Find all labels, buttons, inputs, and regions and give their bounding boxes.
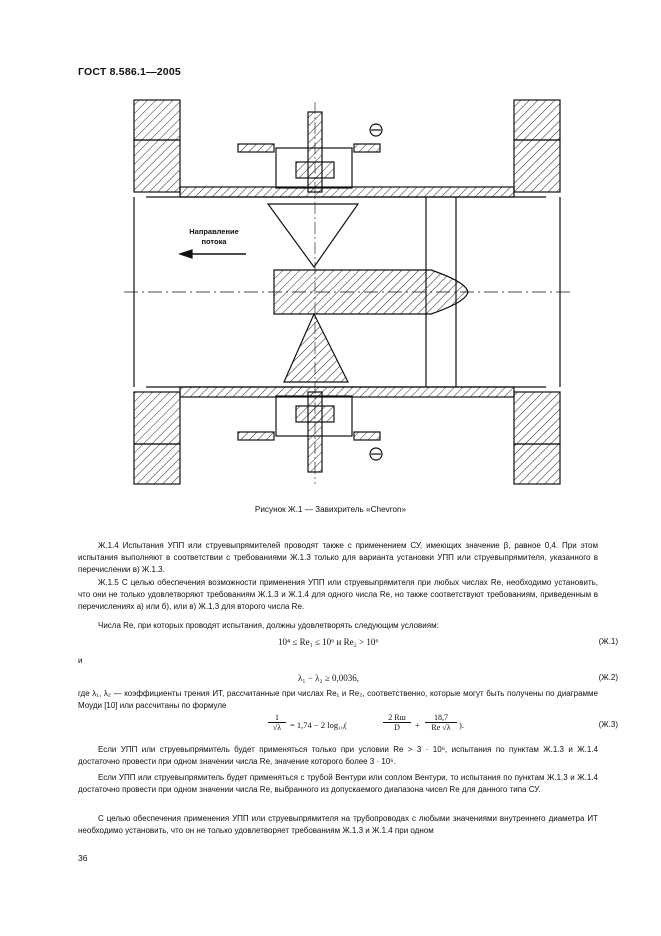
paragraph-friction-coefficients: где λ₁, λ₂ — коэффициенты трения ИТ, рассчитанные при числах Re₁ и Re₂, соответственно, которые могут быть получены по диаграмме Моуди [10] или рассчитаны по формуле bbox=[78, 689, 598, 711]
left-flange-bottom-outer bbox=[134, 444, 180, 484]
paragraph-zh-1-5: Ж.1.5 С целью обеспечения возможности применения УПП или струевыпрямителя при любых числах Re, необходимо установить, что они не только удовлетворяют требованиям Ж.1.3 и Ж.1.4 для одного числа Re, но также соответствуют требованиям, приведенным в перечислениях а) или б), или в) Ж.1.3 для второго числа Re. bbox=[78, 578, 598, 612]
equation-zh-3-frac2-numerator: 18,7 bbox=[425, 713, 457, 723]
paragraph-re-conditions: Числа Re, при которых проводят испытания, должны удовлетворять следующим условиям: bbox=[98, 621, 439, 630]
equation-zh-3-frac2-denominator: Re √λ bbox=[431, 723, 451, 732]
chevron-swirler-drawing bbox=[96, 92, 596, 492]
document-header: ГОСТ 8.586.1—2005 bbox=[78, 66, 181, 78]
paragraph-venturi: Если УПП или струевыпрямитель будет применяться с трубой Вентури или соплом Вентури, то испытания по пунктам Ж.1.3 и Ж.1.4 достаточно провести при одном значении числа Re, выбранного из допускаемого диапазона чисел Re для данного типа СУ. bbox=[78, 773, 598, 795]
equation-zh-3-lhs-numerator: 1 bbox=[268, 713, 286, 723]
flow-direction-label-1: Направление bbox=[189, 227, 239, 236]
upper-vane bbox=[268, 204, 358, 267]
equation-zh-1-body: 10⁴ ≤ Re₁ ≤ 10⁶ и Re₂ > 10⁶ bbox=[278, 637, 379, 647]
equation-zh-3-frac1-numerator: 2 Rш bbox=[383, 713, 411, 723]
lower-vane bbox=[284, 314, 348, 382]
left-flange-top bbox=[134, 100, 180, 140]
equation-zh-3-middle: = 1,74 − 2 log₁₀( bbox=[290, 720, 347, 730]
equation-zh-3-frac1-denominator: D bbox=[394, 723, 400, 732]
flow-arrow-head-icon bbox=[180, 250, 192, 258]
equation-zh-3-lhs-denominator: √λ bbox=[272, 723, 282, 732]
equation-zh-3 bbox=[78, 713, 618, 741]
right-flange-top-inner bbox=[514, 140, 560, 192]
figure-caption: Рисунок Ж.1 — Завихритель «Chevron» bbox=[254, 505, 407, 514]
right-flange-bottom-outer bbox=[514, 444, 560, 484]
equation-zh-3-number: (Ж.3) bbox=[598, 720, 618, 729]
flow-direction-label-2: потока bbox=[201, 237, 227, 246]
paragraph-zh-1-4: Ж.1.4 Испытания УПП или струевыпрямителей проводят также с применением СУ, имеющих значение β, равное 0,4. При этом испытания выполняют в соответствии с требованиями Ж.1.3 только для варианта установки УПП или струевыпрямителя, указанного в перечислении в) Ж.1.3. bbox=[78, 541, 598, 575]
equation-zh-1-number: (Ж.1) bbox=[598, 637, 618, 646]
page-number: 36 bbox=[78, 853, 88, 863]
right-flange-top bbox=[514, 100, 560, 140]
central-hub bbox=[274, 270, 468, 314]
left-flange-top-inner bbox=[134, 140, 180, 192]
paragraph-re-above-3e6: Если УПП или струевыпрямитель будет применяться только при условии Re > 3 · 10⁶, испытания по пунктам Ж.1.3 и Ж.1.4 достаточно провести при одном значении числа Re, значение которого более 3 · 10⁶. bbox=[78, 745, 599, 767]
left-flange-bottom bbox=[134, 392, 180, 444]
equation-zh-3-plus: + bbox=[415, 720, 420, 730]
conjunction-and: и bbox=[78, 656, 83, 665]
equation-zh-2-body: λ₁ − λ₂ ≥ 0,0036, bbox=[298, 673, 360, 683]
right-flange-bottom bbox=[514, 392, 560, 444]
equation-zh-2-number: (Ж.2) bbox=[598, 673, 618, 682]
equation-zh-3-end: ). bbox=[459, 720, 464, 730]
paragraph-any-diameter: С целью обеспечения применения УПП или струевыпрямителя на трубопроводах с любыми значениями внутреннего диаметра ИТ необходимо установить, что он не только удовлетворяет требованиям Ж.1.3 и Ж.1.4 при одном bbox=[78, 814, 598, 836]
